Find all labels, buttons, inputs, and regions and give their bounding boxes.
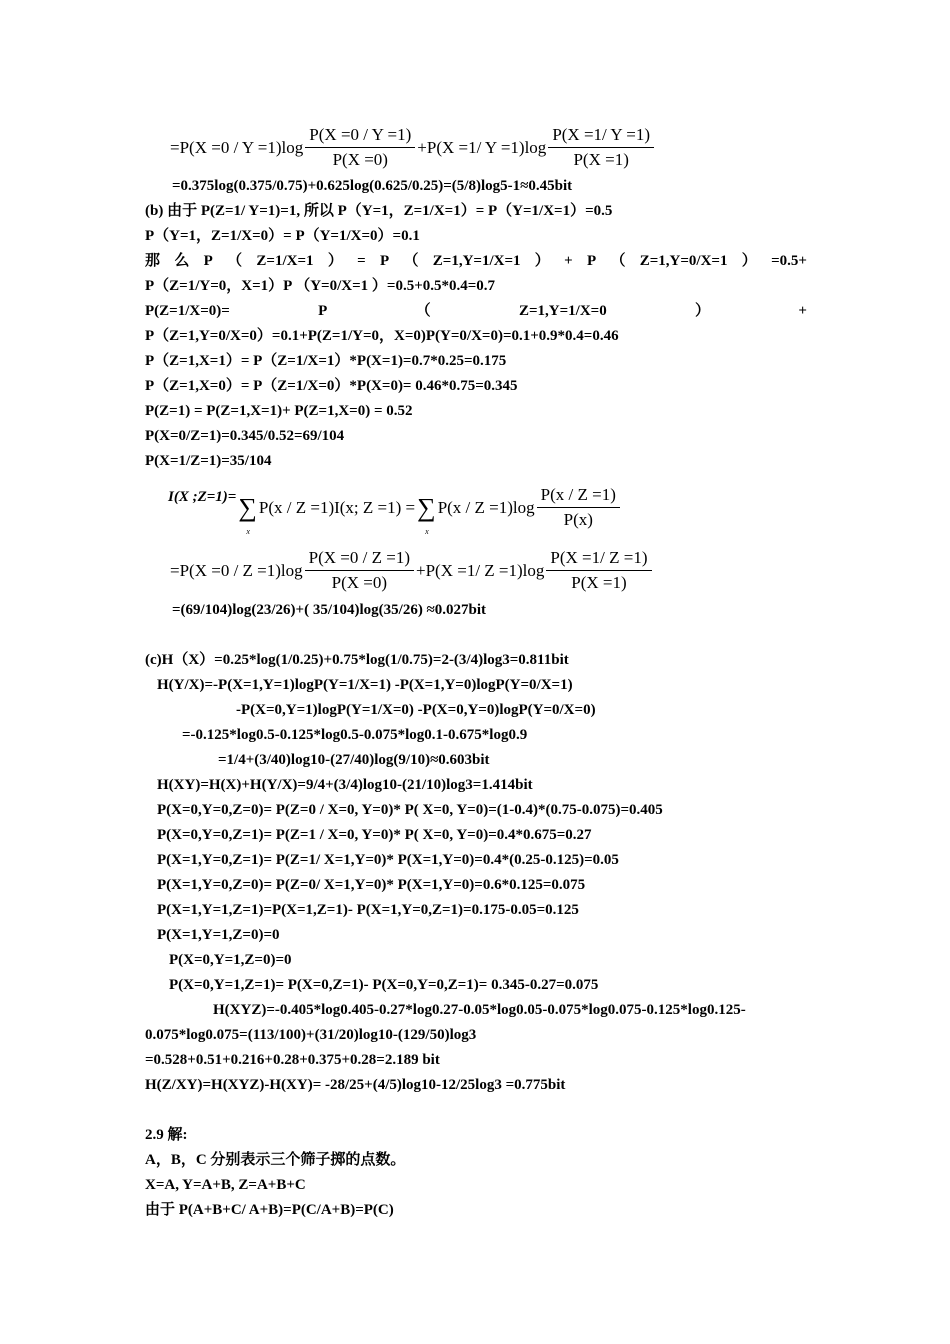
s29-line-2: X=A, Y=A+B, Z=A+B+C (145, 1177, 306, 1193)
eq1-term1: P(X =0 / Y =1)log (179, 137, 304, 157)
b-l3-tok: =0.5+ (771, 253, 807, 269)
eq3-fraction2 (546, 548, 651, 593)
sigma-icon (238, 492, 257, 536)
s29-line-1: A，B，C 分别表示三个筛子掷的点数。 (145, 1152, 406, 1168)
eq2-sigma-sub: x (425, 526, 429, 536)
eq2-sigma-sub: x (246, 526, 250, 536)
b-line-2: P（Y=1，Z=1/X=0）= P（Y=1/X=0）=0.1 (145, 228, 420, 244)
b-l3-tok: + (564, 253, 573, 269)
eq1-result: =0.375log(0.375/0.75)+0.625log(0.625/0.25)=(5/8)log5-1≈0.45bit (172, 178, 573, 194)
eq2-frac-num: P(x / Z =1) (537, 485, 620, 508)
c-line-16: =0.528+0.51+0.216+0.28+0.375+0.28=2.189 bit (145, 1052, 440, 1068)
b-l3-tok: 那 (145, 253, 161, 269)
eq2-term1: P(x / Z =1)I(x; Z =1) = (258, 497, 416, 517)
eq3-result: =(69/104)log(23/26)+( 35/104)log(35/26) ≈0.027bit (172, 602, 487, 618)
c-line-13: P(X=0,Y=1,Z=1)= P(X=0,Z=1)- P(X=0,Y=0,Z=1)= 0.345-0.27=0.075 (169, 977, 599, 993)
c-line-10: P(X=1,Y=1,Z=1)=P(X=1,Z=1)- P(X=1,Y=0,Z=1)=0.175-0.05=0.125 (157, 902, 579, 918)
eq1-frac2-num: P(X =1/ Y =1) (548, 125, 654, 148)
eq3-fraction1 (305, 548, 414, 593)
eq3-term1: P(X =0 / Z =1)log (179, 560, 303, 580)
b-l5-tok: P (318, 303, 328, 319)
b-l3-tok: （ (610, 253, 626, 269)
b-l3-tok: ） (534, 253, 550, 269)
b-l3-tok: Z=1,Y=0/X=1 (639, 253, 728, 269)
b-line-4: P（Z=1/Y=0，X=1）P （Y=0/X=1 ）=0.5+0.5*0.4=0.7 (145, 278, 496, 294)
b-l3-tok: = (357, 253, 366, 269)
b-line-8: P（Z=1,X=0）= P（Z=1/X=0）*P(X=0)= 0.46*0.75=0.345 (145, 378, 518, 394)
b-line-7: P（Z=1,X=1）= P（Z=1/X=1）*P(X=1)=0.7*0.25=0.175 (145, 353, 507, 369)
b-l5-tok: + (798, 303, 807, 319)
eq2-sigma: ∑ (417, 492, 436, 522)
equation-2 (168, 485, 622, 536)
eq1-term2: P(X =1/ Y =1)log (426, 137, 547, 157)
c-line-12: P(X=0,Y=1,Z=0)=0 (169, 952, 292, 968)
b-l5-tok: （ (415, 303, 431, 319)
eq3-frac1-den: P(X =0) (331, 573, 388, 592)
b-l3-tok: Z=1/X=1 (256, 253, 314, 269)
eq1-fraction1 (305, 125, 415, 170)
eq3-prefix: = (170, 560, 180, 580)
b-line-10: P(X=0/Z=1)=0.345/0.52=69/104 (145, 428, 345, 444)
eq3-frac2-num: P(X =1/ Z =1) (546, 548, 651, 571)
b-l3-tok: ） (741, 253, 757, 269)
c-line-3: =-0.125*log0.5-0.125*log0.5-0.075*log0.1-0.675*log0.9 (182, 727, 528, 743)
eq1-frac2-den: P(X =1) (573, 150, 629, 169)
s29-heading: 2.9 解: (145, 1127, 188, 1143)
b-l3-tok: 么 (174, 253, 190, 269)
eq2-term2: P(x / Z =1)log (437, 497, 535, 517)
c-line-0: (c)H（X）=0.25*log(1/0.25)+0.75*log(1/0.75)=2-(3/4)log3=0.811bit (145, 652, 569, 668)
c-line-5: H(XY)=H(X)+H(Y/X)=9/4+(3/4)log10-(21/10)log3=1.414bit (157, 777, 533, 793)
b-l3-tok: ） (327, 253, 343, 269)
c-line-15: 0.075*log0.075=(113/100)+(31/20)log10-(129/50)log3 (145, 1027, 477, 1043)
c-line-6: P(X=0,Y=0,Z=0)= P(Z=0 / X=0, Y=0)* P( X=0, Y=0)=(1-0.4)*(0.75-0.075)=0.405 (157, 802, 663, 818)
eq3-frac1-num: P(X =0 / Z =1) (305, 548, 414, 571)
c-line-11: P(X=1,Y=1,Z=0)=0 (157, 927, 280, 943)
c-line-17: H(Z/XY)=H(XYZ)-H(XY)= -28/25+(4/5)log10-12/25log3 =0.775bit (145, 1077, 566, 1093)
s29-line-3: 由于 P(A+B+C/ A+B)=P(C/A+B)=P(C) (145, 1202, 394, 1218)
eq1-prefix: = (170, 137, 180, 157)
b-line-6: P（Z=1,Y=0/X=0）=0.1+P(Z=1/Y=0，X=0)P(Y=0/X=0)=0.1+0.9*0.4=0.46 (145, 328, 619, 344)
c-line-9: P(X=1,Y=0,Z=0)= P(Z=0/ X=1,Y=0)* P(X=1,Y=0)=0.6*0.125=0.075 (157, 877, 586, 893)
eq3-term2: P(X =1/ Z =1)log (425, 560, 545, 580)
eq3-frac2-den: P(X =1) (571, 573, 627, 592)
b-l3-tok: （ (403, 253, 419, 269)
eq2-fraction (537, 485, 620, 530)
equation-3 (170, 548, 654, 593)
b-line-5 (145, 301, 807, 321)
eq1-frac1-num: P(X =0 / Y =1) (305, 125, 415, 148)
b-l3-tok: P (203, 253, 213, 269)
b-line-9: P(Z=1) = P(Z=1,X=1)+ P(Z=1,X=0) = 0.52 (145, 403, 413, 419)
c-line-8: P(X=1,Y=0,Z=1)= P(Z=1/ X=1,Y=0)* P(X=1,Y=0)=0.4*(0.25-0.125)=0.05 (157, 852, 619, 868)
eq3-plus: + (416, 560, 426, 580)
b-l3-tok: P (379, 253, 390, 269)
b-l3-tok: P (586, 253, 597, 269)
eq1-fraction2 (548, 125, 654, 170)
c-line-2: -P(X=0,Y=1)logP(Y=1/X=0) -P(X=0,Y=0)logP(Y=0/X=0) (236, 702, 596, 718)
sigma-icon (417, 492, 436, 536)
c-line-1: H(Y/X)=-P(X=1,Y=1)logP(Y=1/X=1) -P(X=1,Y=0)logP(Y=0/X=1) (157, 677, 573, 693)
b-l3-tok: （ (227, 253, 243, 269)
eq2-label: I(X ;Z=1)= (168, 489, 237, 505)
b-line-11: P(X=1/Z=1)=35/104 (145, 453, 272, 469)
c-line-14: H(XYZ)=-0.405*log0.405-0.27*log0.27-0.05*log0.05-0.075*log0.075-0.125*log0.125- (213, 1002, 746, 1018)
b-l5-tok: ） (695, 303, 711, 319)
c-line-4: =1/4+(3/40)log10-(27/40)log(9/10)≈0.603bit (218, 752, 490, 768)
b-l5-tok: P(Z=1/X=0)= (145, 303, 230, 319)
eq2-frac-den: P(x) (563, 510, 593, 529)
b-line-1: (b) 由于 P(Z=1/ Y=1)=1, 所以 P（Y=1，Z=1/X=1）= P（Y=1/X=1）=0.5 (145, 203, 613, 219)
b-line-3 (145, 251, 807, 271)
equation-1 (170, 125, 656, 170)
b-l5-tok: Z=1,Y=1/X=0 (518, 303, 607, 319)
c-line-7: P(X=0,Y=0,Z=1)= P(Z=1 / X=0, Y=0)* P( X=0, Y=0)=0.4*0.675=0.27 (157, 827, 592, 843)
b-l3-tok: Z=1,Y=1/X=1 (432, 253, 521, 269)
eq1-plus: + (417, 137, 427, 157)
eq1-frac1-den: P(X =0) (332, 150, 388, 169)
eq2-sigma: ∑ (238, 492, 257, 522)
